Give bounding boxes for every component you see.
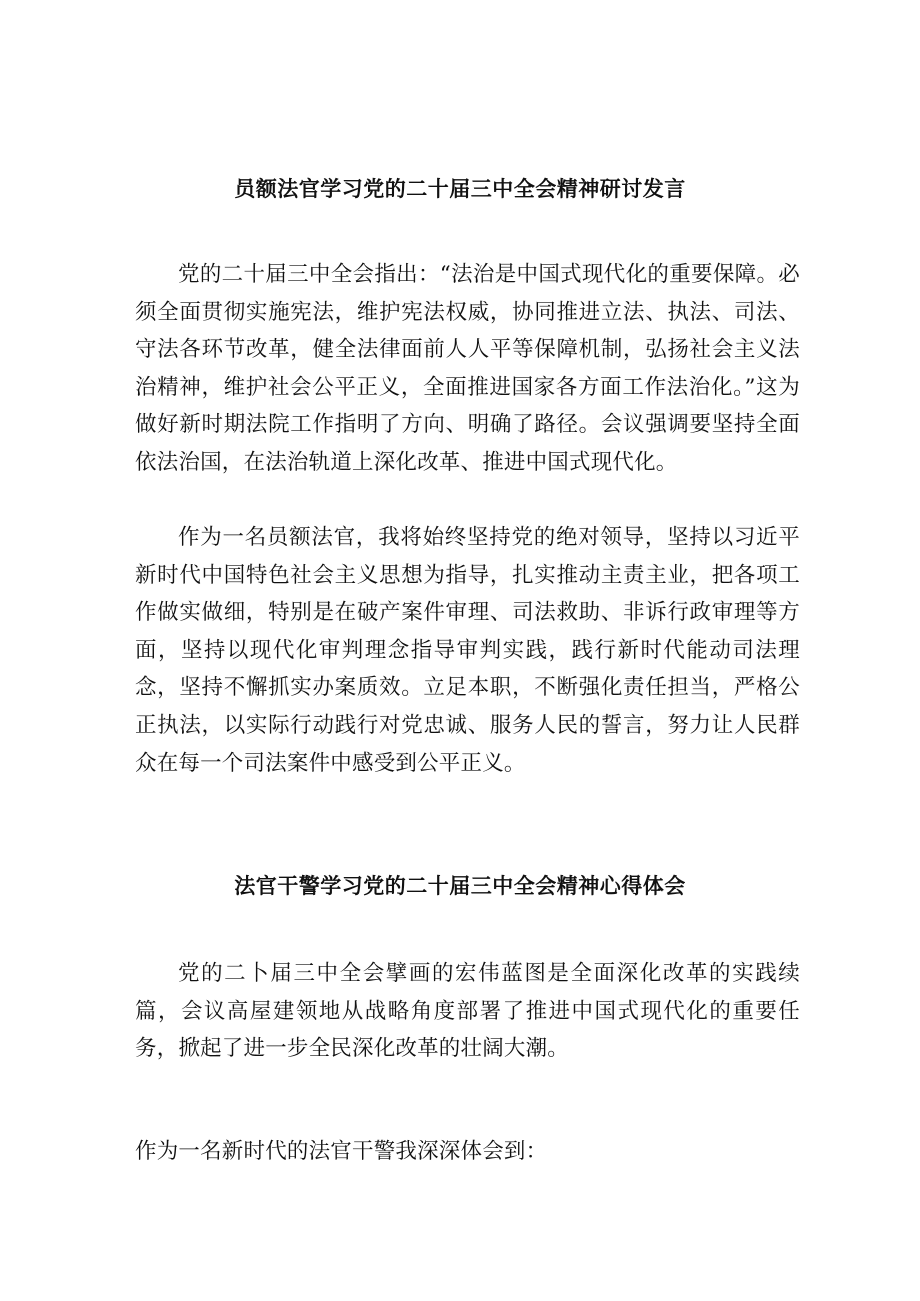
section-2-paragraph-1: 党的二卜届三中全会擘画的宏伟蓝图是全面深化改革的实践续篇，会议高屋建领地从战略角度部署了推进中国式现代化的重要任务，掀起了进一步全民深化改革的壮阔大潮。 xyxy=(135,961,800,1062)
section-1-paragraph-2: 作为一名员额法官，我将始终坚持党的绝对领导，坚持以习近平新时代中国特色社会主义思想为指导，扎实推动主责主业，把各项工作做实做细，特别是在破产案件审理、司法救助、非诉行政审理等方面，坚持以现代化审判理念指导审判实践，践行新时代能动司法理念，坚持不懈抓实办案质效。立足本职，不断强化责任担当，严格公正执法，以实际行动践行对党忠诚、服务人民的誓言，努力让人民群众在每一个司法案件中感受到公平正义。 xyxy=(135,525,800,776)
section-1-title: 员额法官学习党的二十届三中全会精神研讨发言 xyxy=(234,176,686,201)
section-2-title: 法官干警学习党的二十届三中全会精神心得体会 xyxy=(234,873,686,898)
section-1-paragraph-1: 党的二十届三中全会指出：“法治是中国式现代化的重要保障。必须全面贯彻实施宪法，维护宪法权威，协同推进立法、执法、司法、守法各环节改革，健全法律面前人人平等保障机制，弘扬社会主义法治精神，维护社会公平正义，全面推进国家各方面工作法治化。”这为做好新时期法院工作指明了方向、明确了路径。会议强调要坚持全面依法治国，在法治轨道上深化改革、推进中国式现代化。 xyxy=(135,262,800,475)
section-2-paragraph-2: 作为一名新时代的法官干警我深深体会到： xyxy=(135,1139,548,1164)
